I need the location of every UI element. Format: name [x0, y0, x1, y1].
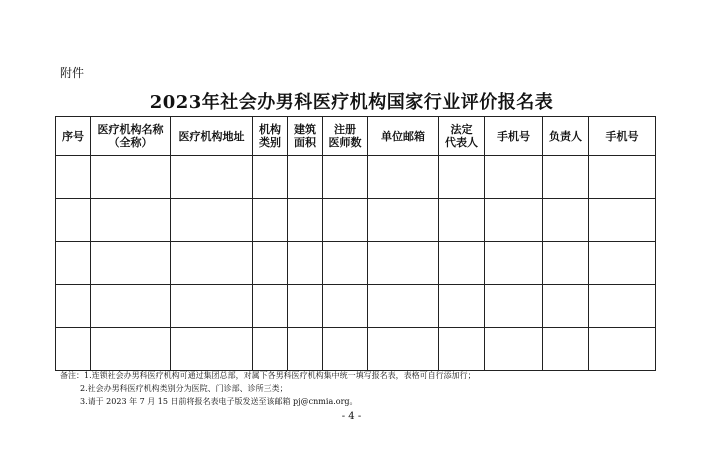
table-cell[interactable]: [323, 285, 368, 328]
table-cell[interactable]: [439, 328, 485, 371]
table-cell[interactable]: [91, 199, 171, 242]
table-cell[interactable]: [323, 242, 368, 285]
table-cell[interactable]: [288, 328, 323, 371]
table-cell[interactable]: [288, 285, 323, 328]
table-cell[interactable]: [543, 328, 589, 371]
table-cell[interactable]: [589, 328, 656, 371]
table-cell[interactable]: [439, 156, 485, 199]
table-cell[interactable]: [91, 242, 171, 285]
header-institution-category: 机构 类别: [253, 117, 288, 156]
table-cell[interactable]: [253, 156, 288, 199]
table-cell[interactable]: [288, 199, 323, 242]
table-cell[interactable]: [368, 199, 439, 242]
header-institution-address: 医疗机构地址: [171, 117, 253, 156]
table-cell[interactable]: [253, 242, 288, 285]
table-cell[interactable]: [368, 156, 439, 199]
table-cell[interactable]: [91, 285, 171, 328]
table-cell[interactable]: [288, 156, 323, 199]
page-number: - 4 -: [341, 411, 362, 422]
header-serial: 序号: [56, 117, 91, 156]
header-unit-email: 单位邮箱: [368, 117, 439, 156]
table-cell[interactable]: [589, 285, 656, 328]
header-phone-legal: 手机号: [485, 117, 543, 156]
table-cell[interactable]: [171, 199, 253, 242]
table-row: [56, 242, 656, 285]
table-body: [56, 156, 656, 371]
notes-label: 备注：: [60, 371, 84, 380]
table-row: [56, 285, 656, 328]
table-cell[interactable]: [589, 156, 656, 199]
table-cell[interactable]: [253, 285, 288, 328]
header-registered-physicians: 注册 医师数: [323, 117, 368, 156]
table-row: [56, 199, 656, 242]
table-cell[interactable]: [439, 242, 485, 285]
note-item: 1.连锁社会办男科医疗机构可通过集团总部，对属下各男科医疗机构集中统一填写报名表，表格可自行添加行；: [84, 371, 476, 380]
table-cell[interactable]: [485, 285, 543, 328]
table-cell[interactable]: [323, 199, 368, 242]
table-cell[interactable]: [253, 328, 288, 371]
table-cell[interactable]: [485, 156, 543, 199]
table-cell[interactable]: [91, 328, 171, 371]
header-phone-person-in-charge: 手机号: [589, 117, 656, 156]
table-cell[interactable]: [56, 328, 91, 371]
table-cell[interactable]: [56, 285, 91, 328]
form-title: 2023年社会办男科医疗机构国家行业评价报名表: [149, 92, 554, 113]
note-item: 3.请于 2023 年 7 月 15 日前将报名表电子版发送至该邮箱 pj@cnmia.org。: [80, 397, 358, 406]
table-row: [56, 328, 656, 371]
table-cell[interactable]: [56, 156, 91, 199]
table-cell[interactable]: [56, 242, 91, 285]
table-row: [56, 156, 656, 199]
attachment-label: 附件: [60, 66, 85, 80]
header-building-area: 建筑 面积: [288, 117, 323, 156]
table-cell[interactable]: [171, 285, 253, 328]
table-cell[interactable]: [485, 328, 543, 371]
table-cell[interactable]: [589, 242, 656, 285]
table-cell[interactable]: [543, 199, 589, 242]
table-cell[interactable]: [56, 199, 91, 242]
table-cell[interactable]: [439, 199, 485, 242]
table-cell[interactable]: [543, 156, 589, 199]
table-cell[interactable]: [288, 242, 323, 285]
table-cell[interactable]: [485, 242, 543, 285]
table-cell[interactable]: [368, 242, 439, 285]
table-cell[interactable]: [368, 285, 439, 328]
table-cell[interactable]: [171, 328, 253, 371]
table-cell[interactable]: [323, 156, 368, 199]
header-institution-name: 医疗机构名称 （全称）: [91, 117, 171, 156]
table-cell[interactable]: [439, 285, 485, 328]
table-cell[interactable]: [543, 285, 589, 328]
table-cell[interactable]: [171, 156, 253, 199]
table-cell[interactable]: [368, 328, 439, 371]
table-cell[interactable]: [91, 156, 171, 199]
note-item: 2.社会办男科医疗机构类别分为医院、门诊部、诊所三类；: [80, 384, 288, 393]
table-cell[interactable]: [171, 242, 253, 285]
header-person-in-charge: 负责人: [543, 117, 589, 156]
table-cell[interactable]: [543, 242, 589, 285]
table-cell[interactable]: [323, 328, 368, 371]
registration-table: [55, 116, 656, 371]
table-header-row: [56, 117, 656, 156]
header-legal-representative: 法定 代表人: [439, 117, 485, 156]
table-cell[interactable]: [253, 199, 288, 242]
table-cell[interactable]: [589, 199, 656, 242]
notes: [60, 369, 476, 408]
table-cell[interactable]: [485, 199, 543, 242]
